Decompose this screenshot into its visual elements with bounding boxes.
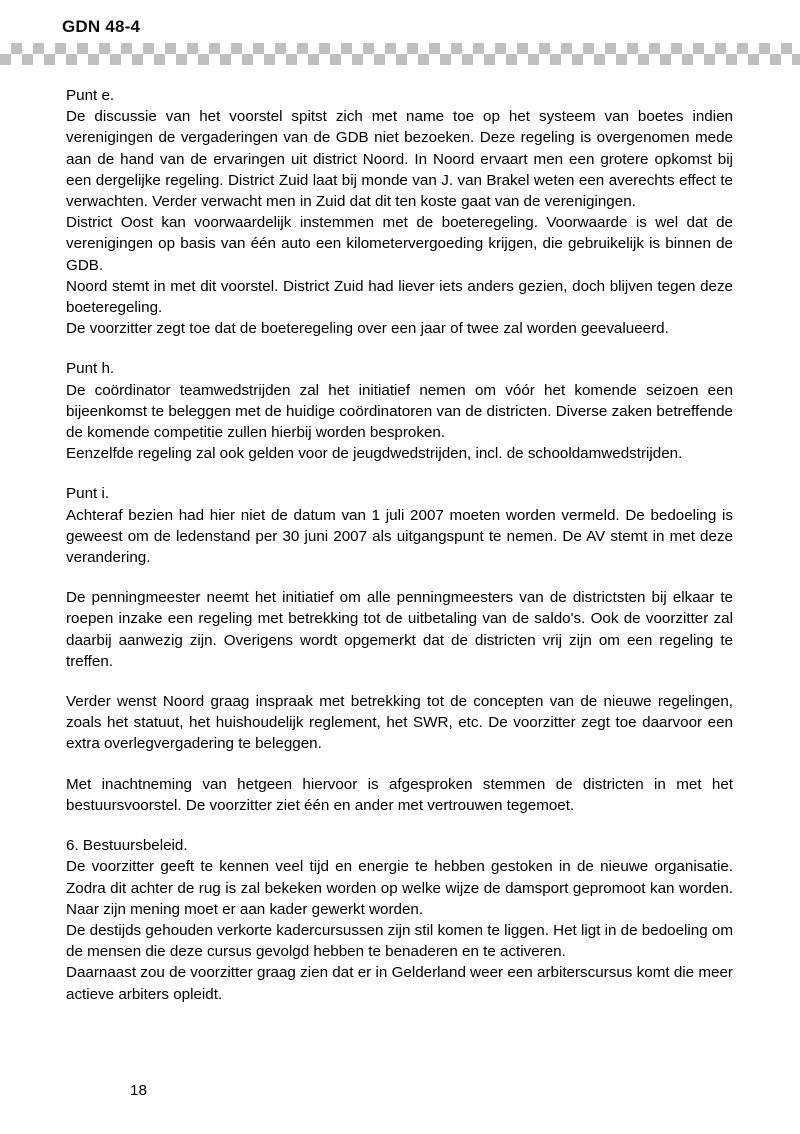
paragraph: Noord stemt in met dit voorstel. District Zuid had liever iets anders gezien, doch blijven tegen deze boeteregeling. [66,277,733,317]
checkerboard-row-top [0,43,800,54]
paragraph: District Oost kan voorwaardelijk instemmen met de boeteregeling. Voorwaarde is wel dat de verenigingen op basis van één auto een kilometervergoeding krijgen, die gebruikelijk is binnen de GDB. [66,214,733,274]
paragraph-heading: Punt i. [66,485,110,503]
paragraph: De destijds gehouden verkorte kadercursussen zijn stil komen te liggen. Het ligt in de bedoeling om de mensen die deze cursus gevolgd hebben te benaderen en te activeren. [66,921,733,961]
section-noord-inspraak [66,691,733,755]
page-header-title: GDN 48-4 [62,17,141,36]
section-inachtneming [66,774,733,816]
section-punt-h [66,358,733,464]
section-punt-i [66,483,733,568]
paragraph: Eenzelfde regeling zal ook gelden voor de jeugdwedstrijden, incl. de schooldamwedstrijden. [66,445,683,463]
paragraph: De coördinator teamwedstrijden zal het initiatief nemen om vóór het komende seizoen een bijeenkomst te beleggen met de huidige coördinatoren van de districten. Diverse zaken betreffende de komende competitie zullen hierbij worden besproken. [66,381,733,442]
paragraph: De penningmeester neemt het initiatief om alle penningmeesters van de districtsten bij elkaar te roepen inzake een regeling met betrekking tot de uitbetaling van de saldo's. Ook de voorzitter zal daarbij aanwezig zijn. Overigens wordt opgemerkt dat de districten vrij zijn om een regeling te treffen. [66,589,733,670]
paragraph-heading: 6. Bestuursbeleid. [66,837,188,855]
paragraph-heading: Punt h. [66,360,115,378]
checkerboard-row-bottom [0,54,800,65]
document-body [66,85,733,1005]
paragraph: Daarnaast zou de voorzitter graag zien dat er in Gelderland weer een arbiterscursus komt die meer actieve arbiters opleidt. [66,964,733,1003]
paragraph: De discussie van het voorstel spitst zich met name toe op het systeem van boetes indien verenigingen de vergaderingen van de GDB niet bezoeken. Deze regeling is overgenomen mede aan de hand van de ervaringen uit district Noord. In Noord ervaart men een grotere opkomst bij een dergelijke regeling. District Zuid laat bij monde van J. van Brakel weten een averechts effect te verwachten. Verder verwacht men in Zuid dat dit ten koste gaat van de verenigingen. [66,108,733,211]
paragraph-heading: Punt e. [66,87,115,104]
paragraph: De voorzitter geeft te kennen veel tijd en energie te hebben gestoken in de nieuwe organisatie. Zodra dit achter de rug is zal bekeken worden op welke wijze de damsport gepromoot kan worden. Naar zijn mening moet er aan kader gewerkt worden. [66,858,733,918]
section-punt-e [66,85,733,339]
paragraph: Achteraf bezien had hier niet de datum van 1 juli 2007 moeten worden vermeld. De bedoeling is geweest om de ledenstand per 30 juni 2007 als uitgangspunt te nemen. De AV stemt in met deze verandering. [66,506,733,567]
checkerboard-divider [0,43,800,65]
section-bestuursbeleid [66,835,733,1005]
page-number: 18 [130,1082,147,1099]
paragraph: Verder wenst Noord graag inspraak met betrekking tot de concepten van de nieuwe regelingen, zoals het statuut, het huishoudelijk reglement, het SWR, etc. De voorzitter zegt toe daarvoor een extra overlegvergadering te beleggen. [66,693,733,753]
section-penningmeester [66,587,733,672]
paragraph: De voorzitter zegt toe dat de boeteregeling over een jaar of twee zal worden geevalueerd. [66,320,669,338]
paragraph: Met inachtneming van hetgeen hiervoor is afgesproken stemmen de districten in met het bestuursvoorstel. De voorzitter ziet één en ander met vertrouwen tegemoet. [66,775,733,814]
